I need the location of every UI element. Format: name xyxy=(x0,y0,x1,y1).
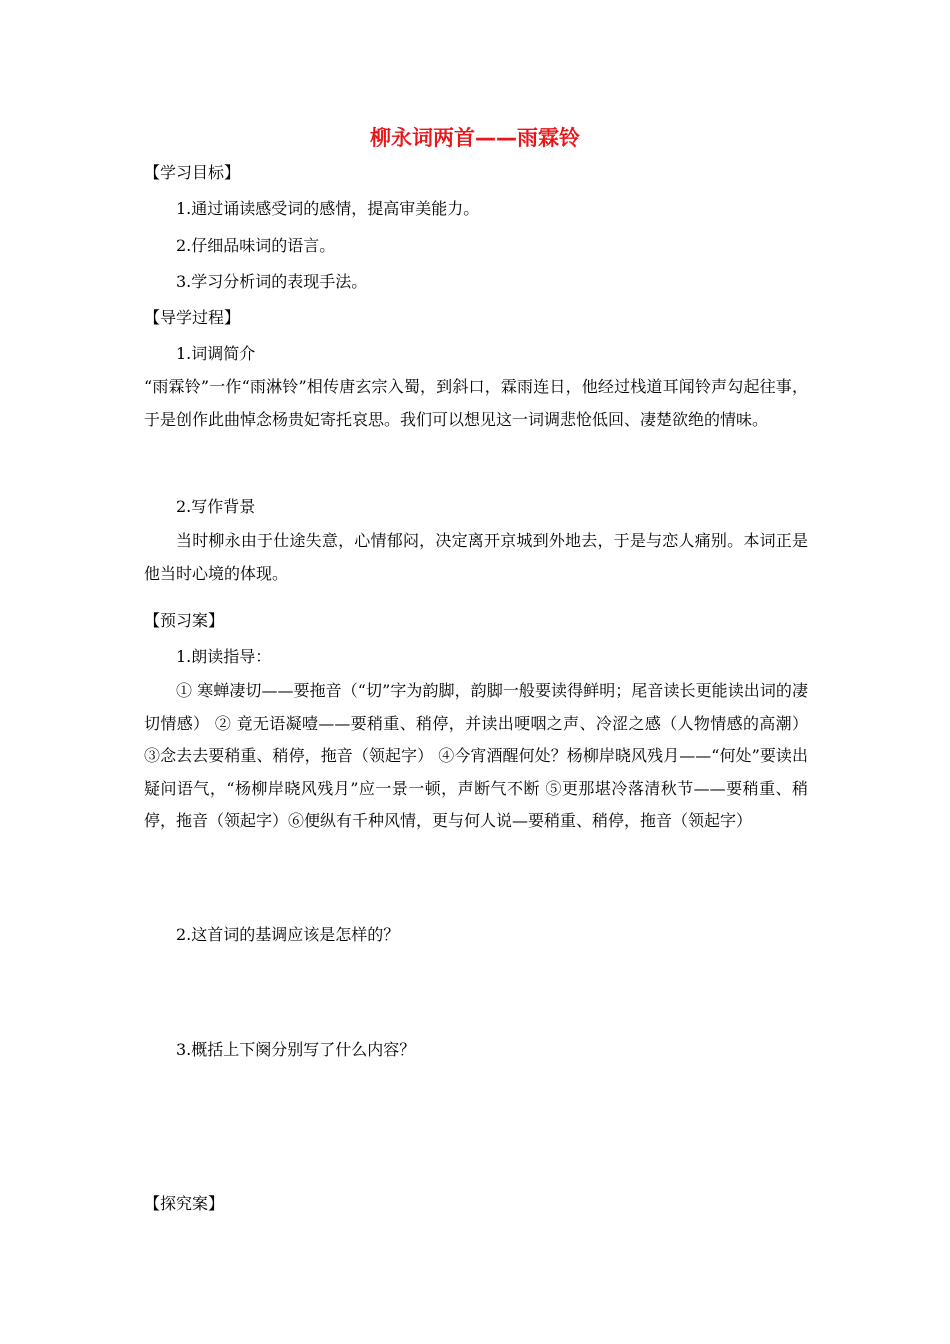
preview-item-1-label: 1.朗读指导： xyxy=(176,647,272,666)
process-heading: 【导学过程】 xyxy=(144,308,241,327)
preview-item-3: 3.概括上下阕分别写了什么内容？ xyxy=(176,1040,416,1059)
objectives-heading: 【学习目标】 xyxy=(144,163,241,182)
inquiry-heading: 【探究案】 xyxy=(144,1194,225,1213)
preview-item-2: 2.这首词的基调应该是怎样的？ xyxy=(176,925,400,944)
objective-item-2: 2.仔细品味词的语言。 xyxy=(176,236,336,255)
page-title: 柳永词两首——雨霖铃 xyxy=(370,126,580,150)
objective-item-1: 1.通过诵读感受词的感情，提高审美能力。 xyxy=(176,199,480,218)
process-item-1-text: “雨霖铃”一作“雨淋铃”相传唐玄宗入蜀，到斜口，霖雨连日，他经过栈道耳闻铃声勾起往事，于是创作此曲悼念杨贵妃寄托哀思。我们可以想见这一词调悲怆低回、凄楚欲绝的情味。 xyxy=(144,377,808,429)
objective-item-3: 3.学习分析词的表现手法。 xyxy=(176,272,368,291)
process-item-1-label: 1.词调简介 xyxy=(176,344,256,363)
preview-item-1-text: ① 寒蝉凄切——要拖音（“切”字为韵脚，韵脚一般要读得鲜明；尾音读长更能读出词的凄切情感） ② 竟无语凝噎——要稍重、稍停，并读出哽咽之声、冷涩之感（人物情感的高潮） ③念去去要稍重、稍停，拖音（领起字） ④今宵酒醒何处？杨柳岸晓风残月——“何处”要读出疑问语气，“杨柳岸晓风残月”应一景一顿，声断气不断 ⑤更那堪冷落清秋节——要稍重、稍停，拖音（领起字）⑥便纵有千种风情，更与何人说—要稍重、稍停，拖音（领起字） xyxy=(144,681,808,830)
process-item-2-text: 当时柳永由于仕途失意，心情郁闷，决定离开京城到外地去，于是与恋人痛别。本词正是他当时心境的体现。 xyxy=(144,531,808,583)
process-item-2-label: 2.写作背景 xyxy=(176,497,256,516)
preview-heading: 【预习案】 xyxy=(144,611,225,630)
